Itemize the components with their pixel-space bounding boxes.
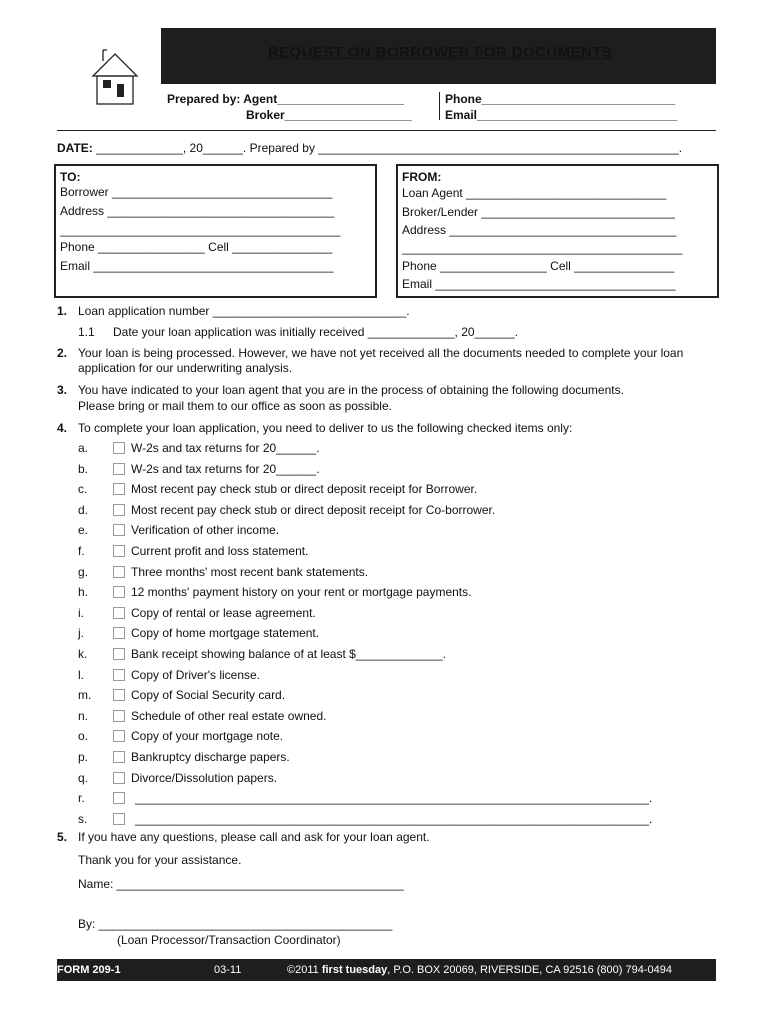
item-5-number: 5. <box>57 830 68 844</box>
checklist-letter: h. <box>78 585 89 599</box>
checklist-item-text: Copy of your mortgage note. <box>131 729 284 743</box>
date-line[interactable] <box>57 141 682 155</box>
checklist-checkbox[interactable] <box>113 689 125 701</box>
to-phone-cell[interactable]: Phone ________________ Cell _______________ <box>60 240 333 254</box>
checklist-letter: c. <box>78 482 88 496</box>
header-rule <box>57 130 716 131</box>
checklist-letter: o. <box>78 729 89 743</box>
checklist-checkbox[interactable] <box>113 669 125 681</box>
logo-box <box>57 28 161 108</box>
item-2-number: 2. <box>57 346 68 360</box>
checklist-letter: q. <box>78 771 89 785</box>
checklist-item-text[interactable]: _____________________________________________________________________________. <box>135 812 653 826</box>
footer-brand: first tuesday <box>321 964 388 976</box>
checklist-checkbox[interactable] <box>113 627 125 639</box>
to-address[interactable]: Address __________________________________ <box>60 204 335 218</box>
checklist-checkbox[interactable] <box>113 813 125 825</box>
item-4-number: 4. <box>57 421 68 435</box>
checklist-checkbox[interactable] <box>113 463 125 475</box>
header-email[interactable]: Email______________________________ <box>445 108 678 122</box>
from-address-line2[interactable]: __________________________________________ <box>402 241 683 255</box>
checklist-item-text: W-2s and tax returns for 20______. <box>131 441 320 455</box>
checklist-checkbox[interactable] <box>113 607 125 619</box>
checklist-item-text: Divorce/Dissolution papers. <box>131 771 278 785</box>
checklist-checkbox[interactable] <box>113 792 125 804</box>
checklist-item-text: Verification of other income. <box>131 523 280 537</box>
header-divider <box>439 92 440 120</box>
date-fields[interactable]: _____________, 20______. Prepared by ______________________________________________________. <box>92 141 683 155</box>
checklist-letter: r. <box>78 791 85 805</box>
checklist-item-text: Copy of Driver's license. <box>131 668 260 682</box>
checklist-checkbox[interactable] <box>113 710 125 722</box>
from-broker-lender[interactable]: Broker/Lender _____________________________ <box>402 205 675 219</box>
prepared-by-agent[interactable]: Prepared by: Agent___________________ <box>167 92 405 106</box>
checklist-checkbox[interactable] <box>113 730 125 742</box>
thank-you-text: Thank you for your assistance. <box>78 853 242 867</box>
footer-copyright-pre: ©2011 <box>287 964 322 976</box>
item-1-number: 1. <box>57 304 68 318</box>
by-role-caption: (Loan Processor/Transaction Coordinator) <box>117 933 341 947</box>
checklist-item-text: Three months' most recent bank statements. <box>131 565 369 579</box>
item-1-text[interactable]: Loan application number _____________________________. <box>78 304 410 318</box>
checklist-letter: s. <box>78 812 88 826</box>
checklist-checkbox[interactable] <box>113 442 125 454</box>
checklist-letter: k. <box>78 647 88 661</box>
item-2-text-line1: Your loan is being processed. However, we have not yet received all the documents needed to complete your loan <box>78 346 684 360</box>
checklist-checkbox[interactable] <box>113 772 125 784</box>
checklist-letter: p. <box>78 750 89 764</box>
name-field[interactable]: Name: ___________________________________________ <box>78 877 404 891</box>
from-email[interactable]: Email ____________________________________ <box>402 277 676 291</box>
item-5-text: If you have any questions, please call and ask for your loan agent. <box>78 830 430 844</box>
footer-copyright <box>287 964 672 976</box>
from-title: FROM: <box>402 170 442 184</box>
checklist-letter: m. <box>78 688 92 702</box>
checklist-checkbox[interactable] <box>113 504 125 516</box>
checklist-item-text: Bankruptcy discharge papers. <box>131 750 290 764</box>
checklist-item-text: Bank receipt showing balance of at least $_____________. <box>131 647 446 661</box>
checklist-item-text: 12 months' payment history on your rent or mortgage payments. <box>131 585 472 599</box>
checklist-item-text: Most recent pay check stub or direct deposit receipt for Borrower. <box>131 482 478 496</box>
to-borrower[interactable]: Borrower _________________________________ <box>60 185 333 199</box>
checklist-letter: l. <box>78 668 84 682</box>
to-address-line2[interactable]: __________________________________________ <box>60 223 341 237</box>
checklist-letter: j. <box>78 626 84 640</box>
from-box <box>396 164 719 298</box>
checklist-item-text: Most recent pay check stub or direct deposit receipt for Co-borrower. <box>131 503 496 517</box>
item-3-text-line2: Please bring or mail them to our office as soon as possible. <box>78 399 392 413</box>
checklist-item-text: Copy of Social Security card. <box>131 688 286 702</box>
checklist-checkbox[interactable] <box>113 524 125 536</box>
to-title: TO: <box>60 170 81 184</box>
checklist-letter: e. <box>78 523 89 537</box>
date-label: DATE: <box>57 141 93 155</box>
checklist-checkbox[interactable] <box>113 566 125 578</box>
checklist-checkbox[interactable] <box>113 648 125 660</box>
item-3-text-line1: You have indicated to your loan agent that you are in the process of obtaining the following documents. <box>78 383 624 397</box>
from-phone-cell[interactable]: Phone ________________ Cell _______________ <box>402 259 675 273</box>
footer-form-number: FORM 209-1 <box>57 964 121 976</box>
house-logo-icon <box>57 28 161 108</box>
to-box <box>54 164 377 298</box>
checklist-item-text: Copy of home mortgage statement. <box>131 626 320 640</box>
checklist-checkbox[interactable] <box>113 751 125 763</box>
item-3-number: 3. <box>57 383 68 397</box>
checklist-letter: i. <box>78 606 84 620</box>
checklist-item-text: Schedule of other real estate owned. <box>131 709 327 723</box>
prepared-by-broker[interactable]: Broker___________________ <box>246 108 412 122</box>
checklist-item-text: Current profit and loss statement. <box>131 544 309 558</box>
checklist-checkbox[interactable] <box>113 483 125 495</box>
checklist-checkbox[interactable] <box>113 545 125 557</box>
checklist-item-text[interactable]: _____________________________________________________________________________. <box>135 791 653 805</box>
item-1-1-number: 1.1 <box>78 325 95 339</box>
from-loan-agent[interactable]: Loan Agent ______________________________ <box>402 186 667 200</box>
by-field[interactable]: By: ____________________________________________ <box>78 917 393 931</box>
checklist-letter: g. <box>78 565 89 579</box>
header-phone[interactable]: Phone_____________________________ <box>445 92 676 106</box>
checklist-letter: a. <box>78 441 89 455</box>
checklist-checkbox[interactable] <box>113 586 125 598</box>
checklist-letter: n. <box>78 709 89 723</box>
from-address[interactable]: Address __________________________________ <box>402 223 677 237</box>
checklist-item-text: Copy of rental or lease agreement. <box>131 606 316 620</box>
footer-copyright-post: , P.O. BOX 20069, RIVERSIDE, CA 92516 (800) 794-0494 <box>387 964 672 976</box>
item-1-1-text[interactable]: Date your loan application was initially received _____________, 20______. <box>113 325 518 339</box>
item-2-text-line2: application for our underwriting analysis. <box>78 361 293 375</box>
item-4-text: To complete your loan application, you need to deliver to us the following checked items only: <box>78 421 573 435</box>
checklist-letter: d. <box>78 503 89 517</box>
to-email[interactable]: Email ____________________________________ <box>60 259 334 273</box>
checklist-letter: f. <box>78 544 85 558</box>
checklist-item-text: W-2s and tax returns for 20______. <box>131 462 320 476</box>
footer-revision: 03-11 <box>214 964 242 976</box>
checklist-letter: b. <box>78 462 89 476</box>
form-title: REQUEST ON BORROWER FOR DOCUMENTS <box>268 44 613 61</box>
